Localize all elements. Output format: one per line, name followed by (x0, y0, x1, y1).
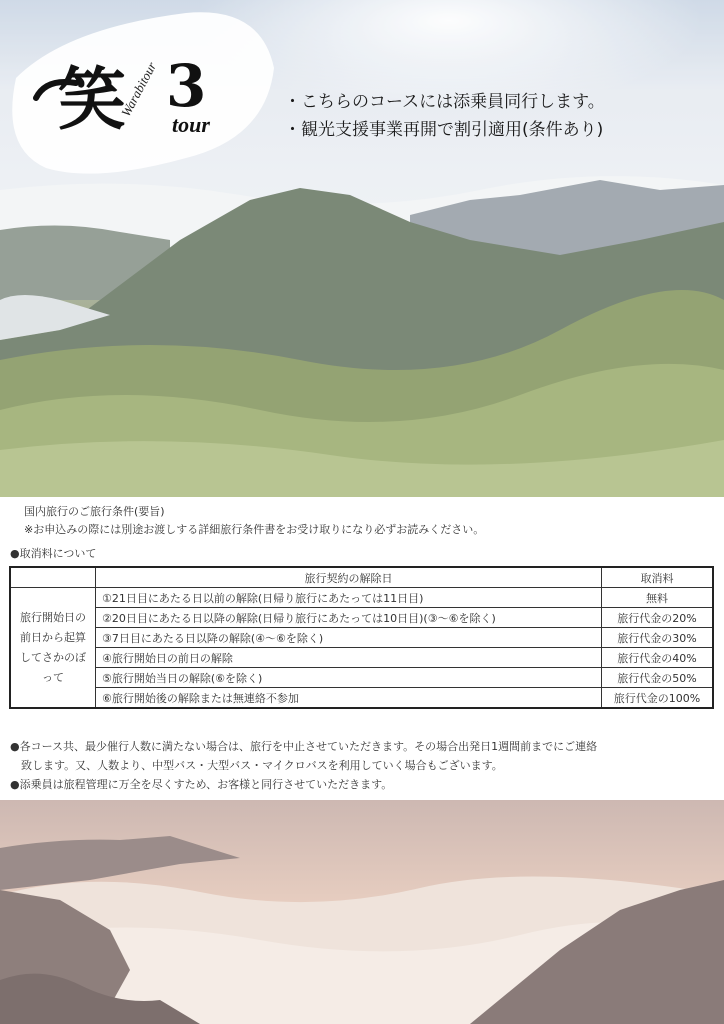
warabitour-logo (6, 8, 276, 183)
table-cell-reason: ②20日目にあたる日以降の解除(日帰り旅行にあたっては10日目)(③～⑥を除く) (96, 608, 602, 628)
cancel-fee-heading: ●取消料について (10, 547, 97, 560)
table-cell-reason: ⑥旅行開始後の解除または無連絡不参加 (96, 688, 602, 709)
table-cell-fee: 旅行代金の100% (602, 688, 714, 709)
note-bus-types: 致します。又、人数より、中型バス・大型バス・マイクロバスを利用していく場合もございます。 (10, 759, 503, 772)
table-row (10, 668, 713, 688)
conditions-title: 国内旅行のご旅行条件(要旨) (24, 505, 165, 518)
table-cell-reason: ①21日目にあたる日以前の解除(日帰り旅行にあたっては11日目) (96, 588, 602, 608)
logo-big-b: 3 (166, 52, 207, 120)
table-header-row (10, 567, 713, 588)
sunset-illustration (0, 800, 724, 1024)
table-header-blank (10, 567, 96, 588)
highlight-escort: ・こちらのコースには添乗員同行します。 (284, 92, 605, 112)
table-cell-fee: 無料 (602, 588, 714, 608)
tour-notes (10, 737, 597, 794)
table-cell-reason: ③7日目にあたる日以降の解除(④～⑥を除く) (96, 628, 602, 648)
table-cell-reason: ⑤旅行開始当日の解除(⑥を除く) (96, 668, 602, 688)
table-row (10, 588, 713, 608)
table-cell-reason: ④旅行開始日の前日の解除 (96, 648, 602, 668)
logo-kanji: 笑 (58, 60, 127, 140)
note-tour-escort: ●添乗員は旅程管理に万全を尽くすため、お客様と同行させていただきます。 (10, 778, 393, 791)
hero-mountain-photo (0, 0, 724, 497)
table-row (10, 608, 713, 628)
table-cell-fee: 旅行代金の30% (602, 628, 714, 648)
logo-roman-text: Warabitour (118, 59, 160, 120)
highlight-discount: ・観光支援事業再開で割引適用(条件あり) (284, 120, 604, 140)
travel-conditions-section (0, 497, 724, 800)
conditions-note: ※お申込みの際には別途お渡しする詳細旅行条件書をお受け取りになり必ずお読みください。 (24, 523, 485, 536)
sunset-cloud-sea-photo (0, 800, 724, 1024)
table-header-reason: 旅行契約の解除日 (96, 567, 602, 588)
table-row (10, 628, 713, 648)
cancellation-fee-table (9, 566, 714, 709)
table-cell-fee: 旅行代金の50% (602, 668, 714, 688)
table-header-fee: 取消料 (602, 567, 714, 588)
table-side-label: 旅行開始日の前日から起算してさかのぼって (10, 588, 96, 709)
table-cell-fee: 旅行代金の40% (602, 648, 714, 668)
table-cell-fee: 旅行代金の20% (602, 608, 714, 628)
tour-highlights (284, 88, 714, 144)
logo-script-text: tour (172, 112, 210, 137)
table-row (10, 648, 713, 668)
table-row (10, 688, 713, 709)
note-minimum-participants: ●各コース共、最少催行人数に満たない場合は、旅行を中止させていただきます。その場合出発日1週間前までにご連絡 (10, 740, 598, 753)
